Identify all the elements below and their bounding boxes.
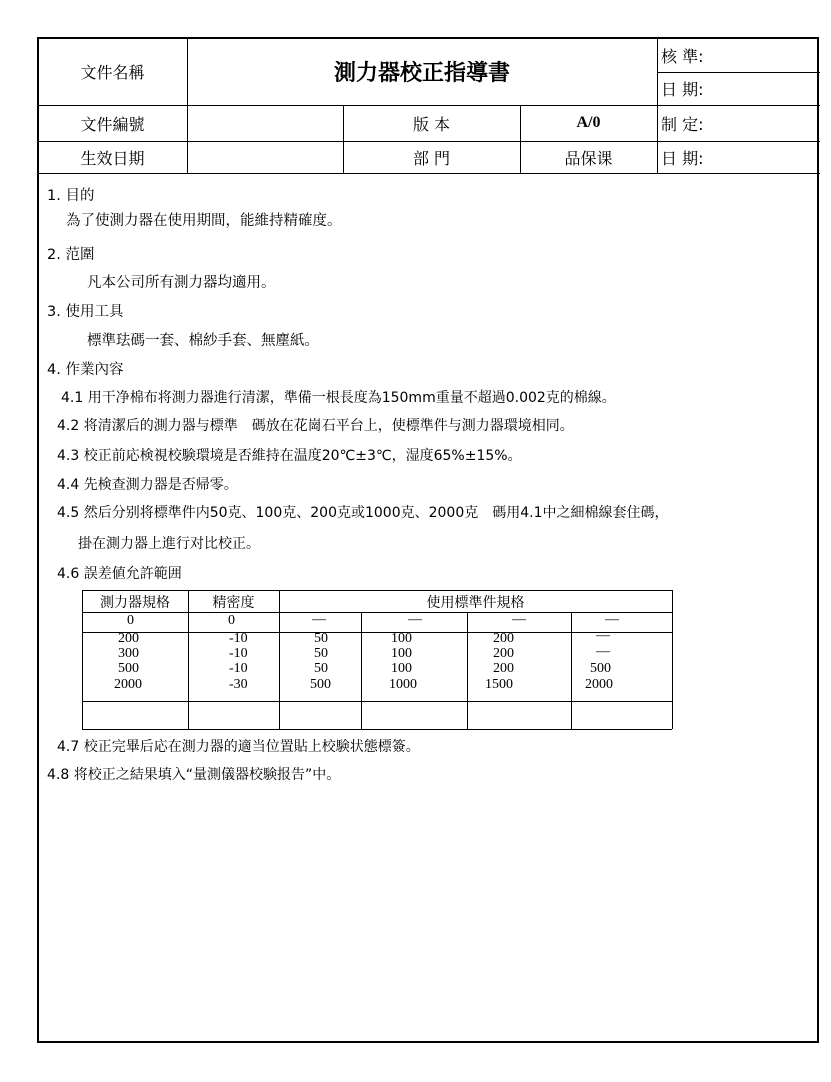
table-line [672,590,673,729]
table-cell: 200 [493,661,514,676]
table-cell: 200 [118,631,139,646]
effective-date-value [187,141,343,173]
tools-text: 標準珐碼一套、棉紗手套、無塵紙。 [87,333,319,349]
table-header: 測力器規格 [100,595,170,611]
doc-no-label: 文件編號 [80,114,145,134]
table-cell: 1500 [485,677,513,692]
table-cell: — [596,644,610,659]
procedure-step: 4.7 校正完畢后応在測力器的適当位置貼上校験状態標簽。 [57,739,420,755]
table-cell: 0 [127,613,134,628]
table-line [82,612,672,613]
table-cell: 2000 [585,677,613,692]
table-cell: — [512,612,526,627]
table-line [467,612,468,729]
table-header: 使用標準件規格 [426,595,525,611]
section-title-procedure: 4. 作業內容 [47,362,124,378]
version-value: A/0 [576,114,601,131]
table-cell: — [312,612,326,627]
header-line [38,173,820,174]
effective-date-label: 生效日期 [80,148,145,168]
section-title-scope: 2. 范圍 [47,247,95,263]
table-line [82,701,672,702]
table-cell: 500 [310,677,331,692]
procedure-step: 4.1 用干净棉布将測力器進行清潔，準備一根長度為150mm重量不超過0.002克的棉線。 [61,390,616,406]
table-cell: 500 [118,661,139,676]
document-title: 測力器校正指導書 [333,60,510,86]
table-cell: 200 [493,646,514,661]
table-cell: 50 [314,631,328,646]
table-header: 精密度 [212,595,255,611]
table-cell: -30 [229,677,248,692]
table-cell: 2000 [114,677,142,692]
table-cell: 100 [391,631,412,646]
procedure-step: 4.4 先検查測力器是否帰零。 [57,477,238,493]
section-title-tools: 3. 使用工具 [47,304,124,320]
dept-label: 部 門 [412,148,451,168]
set-label: 制 定: [661,114,704,134]
table-cell: 0 [228,613,235,628]
version-label: 版 本 [412,114,451,134]
table-line [82,729,672,730]
section-title-purpose: 1. 目的 [47,188,95,204]
table-cell: 200 [493,631,514,646]
table-cell: — [408,612,422,627]
table-cell: 100 [391,661,412,676]
date-label: 日 期: [661,80,704,99]
table-line [571,612,572,729]
doc-name-label: 文件名稱 [80,63,145,82]
table-line [82,632,672,633]
table-cell: 1000 [389,677,417,692]
procedure-step: 4.3 校正前応検視校験環境是否維持在温度20℃±3℃，湿度65%±15%。 [57,448,522,464]
scope-text: 凡本公司所有測力器均適用。 [87,275,276,291]
purpose-text: 為了使測力器在使用期間，能維持精確度。 [66,213,342,229]
table-cell: -10 [229,646,248,661]
dept-value: 品保课 [564,148,613,168]
table-line [361,612,362,729]
table-cell: 50 [314,661,328,676]
table-cell: 300 [118,646,139,661]
table-line [82,590,672,591]
procedure-step: 4.2 将清潔后的測力器与標準 碼放在花崗石平台上，使標準件与測力器環境相同。 [57,418,574,434]
procedure-step: 4.5 然后分别将標準件内50克、100克、200克或1000克、2000克 碼用4.1中之細棉線套住碼， [57,505,669,521]
table-cell: -10 [229,661,248,676]
table-cell: 50 [314,646,328,661]
review-label: 核 準: [661,46,704,66]
date-label: 日 期: [661,148,704,168]
table-cell: -10 [229,631,248,646]
table-cell: — [596,628,610,643]
procedure-step: 4.8 将校正之結果填入“量測儀器校験报告”中。 [47,767,341,783]
table-cell: — [605,612,619,627]
table-cell: 100 [391,646,412,661]
procedure-step-continued: 掛在測力器上進行对比校正。 [78,536,260,552]
doc-no-value [187,105,343,141]
procedure-step: 4.6 誤差値允許範囲 [57,566,182,582]
table-cell: 500 [590,661,611,676]
